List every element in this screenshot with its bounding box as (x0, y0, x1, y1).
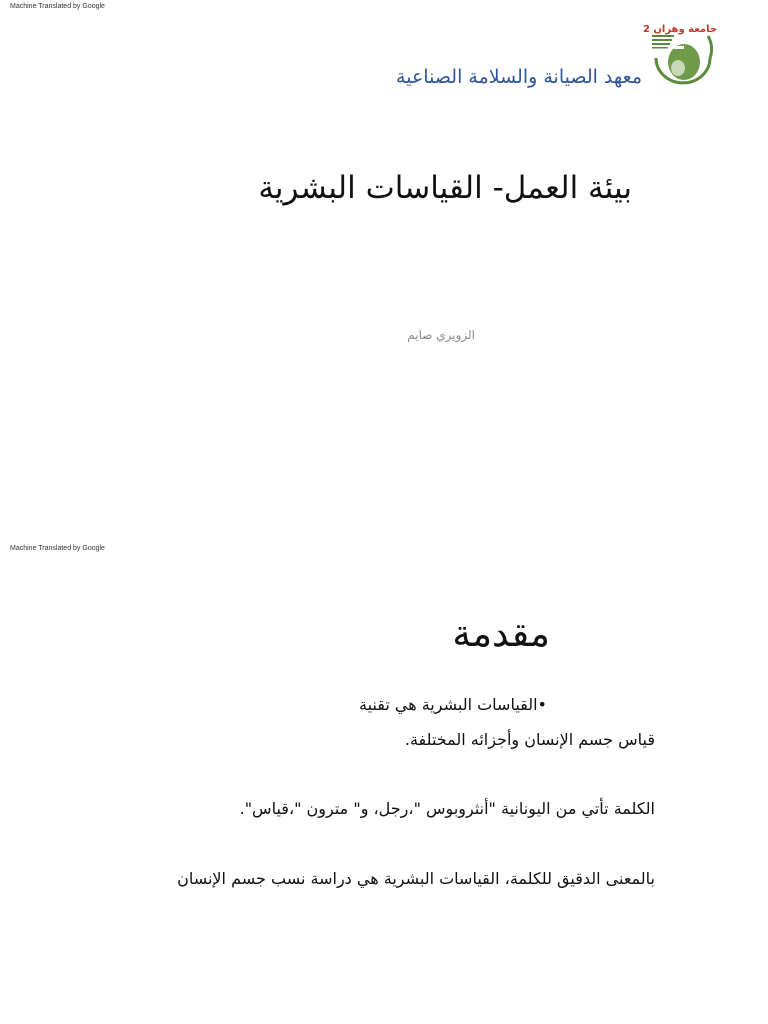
university-logo (644, 20, 716, 90)
slide-title: بيئة العمل- القياسات البشرية (258, 170, 632, 206)
introduction-slide (0, 512, 768, 1024)
machine-translated-label: Machine Translated by Google (10, 3, 105, 10)
bullet-line-2: قياس جسم الإنسان وأجزائه المختلفة. (404, 730, 655, 749)
institute-name: معهد الصيانة والسلامة الصناعية (396, 66, 642, 88)
section-heading: مقدمة (452, 612, 550, 655)
bullet-line-1: •القياسات البشرية هي تقنية (359, 695, 547, 714)
meaning-paragraph: بالمعنى الدقيق للكلمة، القياسات البشرية هي دراسة نسب جسم الإنسان (177, 869, 655, 888)
etymology-paragraph: الكلمة تأتي من اليونانية "أنثروبوس "،رجل، و" مترون "،قياس". (239, 799, 655, 818)
author-name: الزويري صايم (407, 328, 475, 342)
logo-university-name: جامعة وهران 2 (642, 24, 718, 35)
machine-translated-label: Machine Translated by Google (10, 545, 105, 552)
